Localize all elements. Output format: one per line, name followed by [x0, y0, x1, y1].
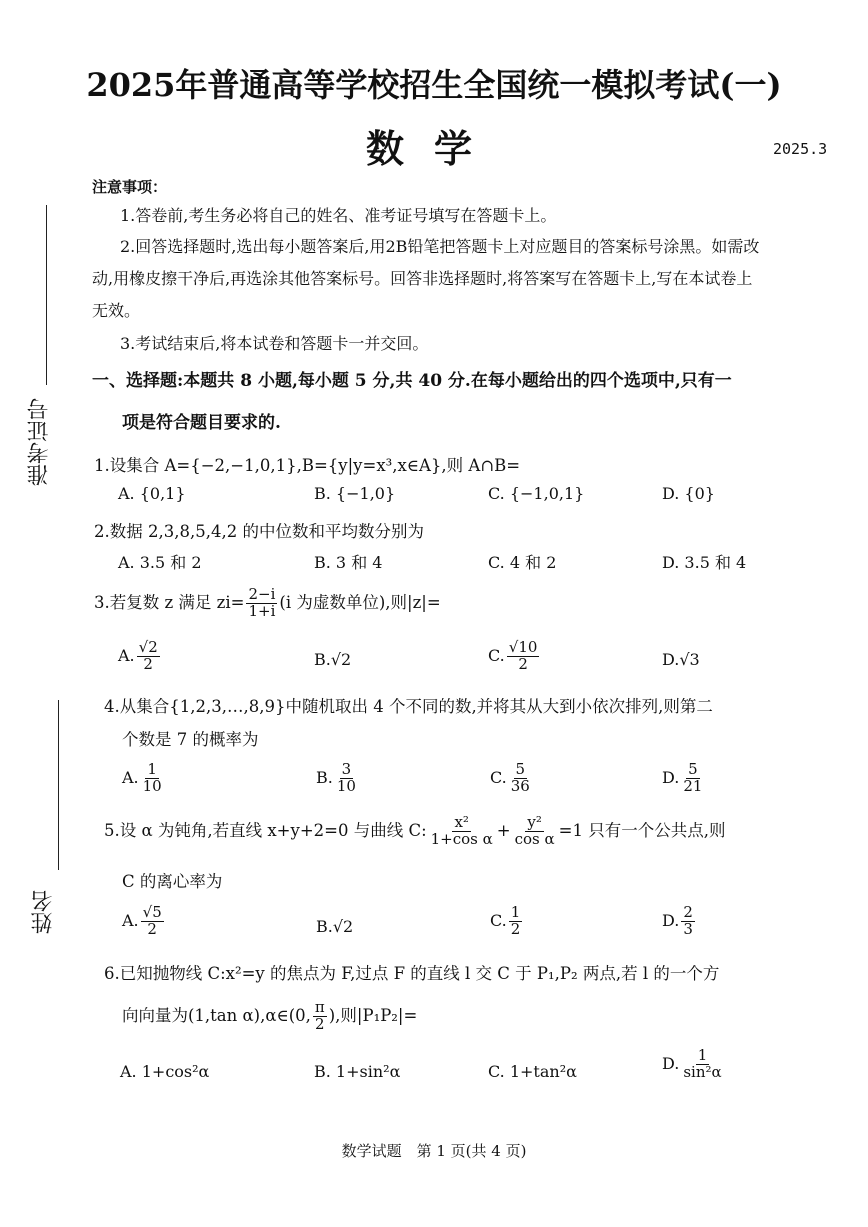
exam-id-label: 准考证号 — [27, 398, 52, 486]
section-heading: 一、选择题:本题共 8 小题,每小题 5 分,共 40 分.在每小题给出的四个选项中,只有一 — [92, 371, 732, 391]
exam-date: 2025.3 — [773, 140, 828, 158]
option-prefix: D. — [662, 910, 680, 930]
fraction-den: 2 — [143, 654, 153, 673]
question-6-option-b: B. 1+sin²α — [314, 1062, 401, 1081]
name-label: 姓名 — [31, 890, 56, 934]
option-prefix: C. — [490, 910, 507, 930]
option-prefix: A. — [122, 767, 139, 787]
name-line — [58, 700, 59, 870]
fraction-num: 5 — [515, 760, 526, 778]
question-3-fraction-den: 1+i — [248, 601, 276, 620]
question-4-option-b — [316, 762, 360, 795]
fraction-den: 2 — [315, 1014, 325, 1033]
notice-item-1: 1.答卷前,考生务必将自己的姓名、准考证号填写在答题卡上。 — [120, 206, 557, 225]
question-4-option-d — [662, 762, 706, 795]
notice-item-3: 3.考试结束后,将本试卷和答题卡一并交回。 — [120, 334, 429, 353]
option-prefix: A. — [122, 910, 139, 930]
fraction-num: 5 — [688, 760, 698, 778]
question-5-stem — [104, 815, 725, 848]
fraction-den: 10 — [142, 776, 162, 795]
option-prefix: D. — [662, 650, 680, 669]
question-5-option-a — [122, 905, 166, 938]
question-6-stem-pre: 向向量为(1,tan α),α∈(0, — [122, 1005, 311, 1025]
fraction-den: sin²α — [683, 1062, 722, 1081]
fraction-den: 36 — [510, 776, 530, 795]
question-2-option-c: C. 4 和 2 — [488, 553, 557, 572]
option-value: √2 — [330, 650, 352, 669]
option-value: √2 — [332, 917, 354, 936]
question-3-option-a — [118, 640, 162, 673]
subject-title: 数学 — [365, 126, 502, 171]
option-prefix: C. — [488, 645, 505, 665]
question-3-stem-pre: 3.若复数 z 满足 zi= — [94, 592, 245, 612]
question-3-option-b — [314, 650, 351, 669]
question-5-option-b — [316, 917, 353, 936]
fraction-den: 2 — [518, 654, 528, 673]
option-prefix: B. — [314, 650, 331, 669]
question-5-stem-cont: C 的离心率为 — [122, 872, 223, 891]
question-1-stem: 1.设集合 A={−2,−1,0,1},B={y|y=x³,x∈A},则 A∩B= — [94, 456, 521, 475]
question-2-option-d: D. 3.5 和 4 — [662, 553, 747, 572]
fraction-den: 2 — [147, 919, 157, 938]
fraction-num: 1 — [147, 760, 157, 778]
question-5-option-d — [662, 905, 697, 938]
question-4-stem-cont: 个数是 7 的概率为 — [122, 730, 259, 749]
question-2-stem: 2.数据 2,3,8,5,4,2 的中位数和平均数分别为 — [94, 522, 424, 541]
option-value: √3 — [679, 650, 700, 669]
option-prefix: D. — [662, 1053, 680, 1073]
notice-heading: 注意事项： — [92, 178, 168, 196]
question-2-option-a: A. 3.5 和 2 — [118, 553, 202, 572]
fraction-num: y² — [527, 813, 542, 831]
question-3-fraction-num: 2−i — [248, 585, 276, 603]
question-1-option-d: D. {0} — [662, 484, 715, 503]
fraction-den: 3 — [683, 919, 693, 938]
fraction-den: 21 — [683, 776, 703, 795]
page-footer: 数学试题 第 1 页(共 4 页) — [341, 1142, 527, 1160]
fraction-num: 2 — [683, 903, 693, 921]
fraction-den: cos α — [514, 829, 555, 848]
exam-id-line — [46, 205, 47, 385]
fraction-num: √2 — [138, 638, 158, 656]
fraction-num: √10 — [508, 638, 538, 656]
notice-item-2-end: 无效。 — [92, 301, 141, 320]
question-6-option-a: A. 1+cos²α — [120, 1062, 210, 1081]
question-6-stem-post: ),则|P₁P₂|= — [328, 1005, 418, 1025]
question-5-stem-pre: 5.设 α 为钝角,若直线 x+y+2=0 与曲线 C: — [104, 820, 427, 840]
question-2-option-b: B. 3 和 4 — [314, 553, 383, 572]
notice-item-2-cont: 动,用橡皮擦干净后,再选涂其他答案标号。回答非选择题时,将答案写在答题卡上,写在本试卷上 — [92, 269, 753, 288]
question-6-option-c: C. 1+tan²α — [488, 1062, 577, 1081]
notice-item-2: 2.回答选择题时,选出每小题答案后,用2B铅笔把答题卡上对应题目的答案标号涂黑。如需改 — [120, 237, 760, 256]
fraction-den: 1+cos α — [430, 829, 493, 848]
question-3-fraction — [246, 587, 277, 620]
fraction-num: √5 — [142, 903, 162, 921]
fraction-num: 1 — [697, 1046, 708, 1064]
question-3-stem-post: (i 为虚数单位),则|z|= — [279, 592, 441, 612]
question-1-option-b: B. {−1,0} — [314, 484, 396, 503]
question-6-stem-cont — [122, 1000, 417, 1033]
option-prefix: C. — [490, 767, 507, 787]
section-heading-cont: 项是符合题目要求的. — [122, 413, 281, 433]
question-6-stem: 6.已知抛物线 C:x²=y 的焦点为 F,过点 F 的直线 l 交 C 于 P₁,P₂ 两点,若 l 的一个方 — [104, 964, 720, 983]
fraction-den: 10 — [336, 776, 356, 795]
fraction-num: π — [314, 998, 325, 1016]
option-prefix: D. — [662, 767, 680, 787]
option-prefix: B. — [316, 917, 333, 936]
question-4-option-a — [122, 762, 166, 795]
fraction-num: x² — [454, 813, 469, 831]
question-5-option-c — [490, 905, 524, 938]
option-prefix: A. — [118, 645, 135, 665]
option-prefix: B. — [316, 767, 333, 787]
exam-title: 2025年普通高等学校招生全国统一模拟考试(一) — [86, 66, 782, 104]
fraction-num: 1 — [510, 903, 521, 921]
question-6-option-d — [662, 1048, 726, 1081]
question-3-option-c — [488, 640, 541, 673]
question-3-option-d — [662, 650, 700, 669]
question-3-stem — [94, 587, 441, 620]
question-1-option-c: C. {−1,0,1} — [488, 484, 585, 503]
fraction-den: 2 — [510, 919, 521, 938]
fraction-num: 3 — [341, 760, 352, 778]
question-1-option-a: A. {0,1} — [118, 484, 186, 503]
question-4-option-c — [490, 762, 534, 795]
question-5-stem-post: =1 只有一个公共点,则 — [558, 820, 726, 840]
plus-sign: + — [496, 820, 511, 840]
question-4-stem: 4.从集合{1,2,3,…,8,9}中随机取出 4 个不同的数,并将其从大到小依次排列,则第二 — [104, 697, 713, 716]
